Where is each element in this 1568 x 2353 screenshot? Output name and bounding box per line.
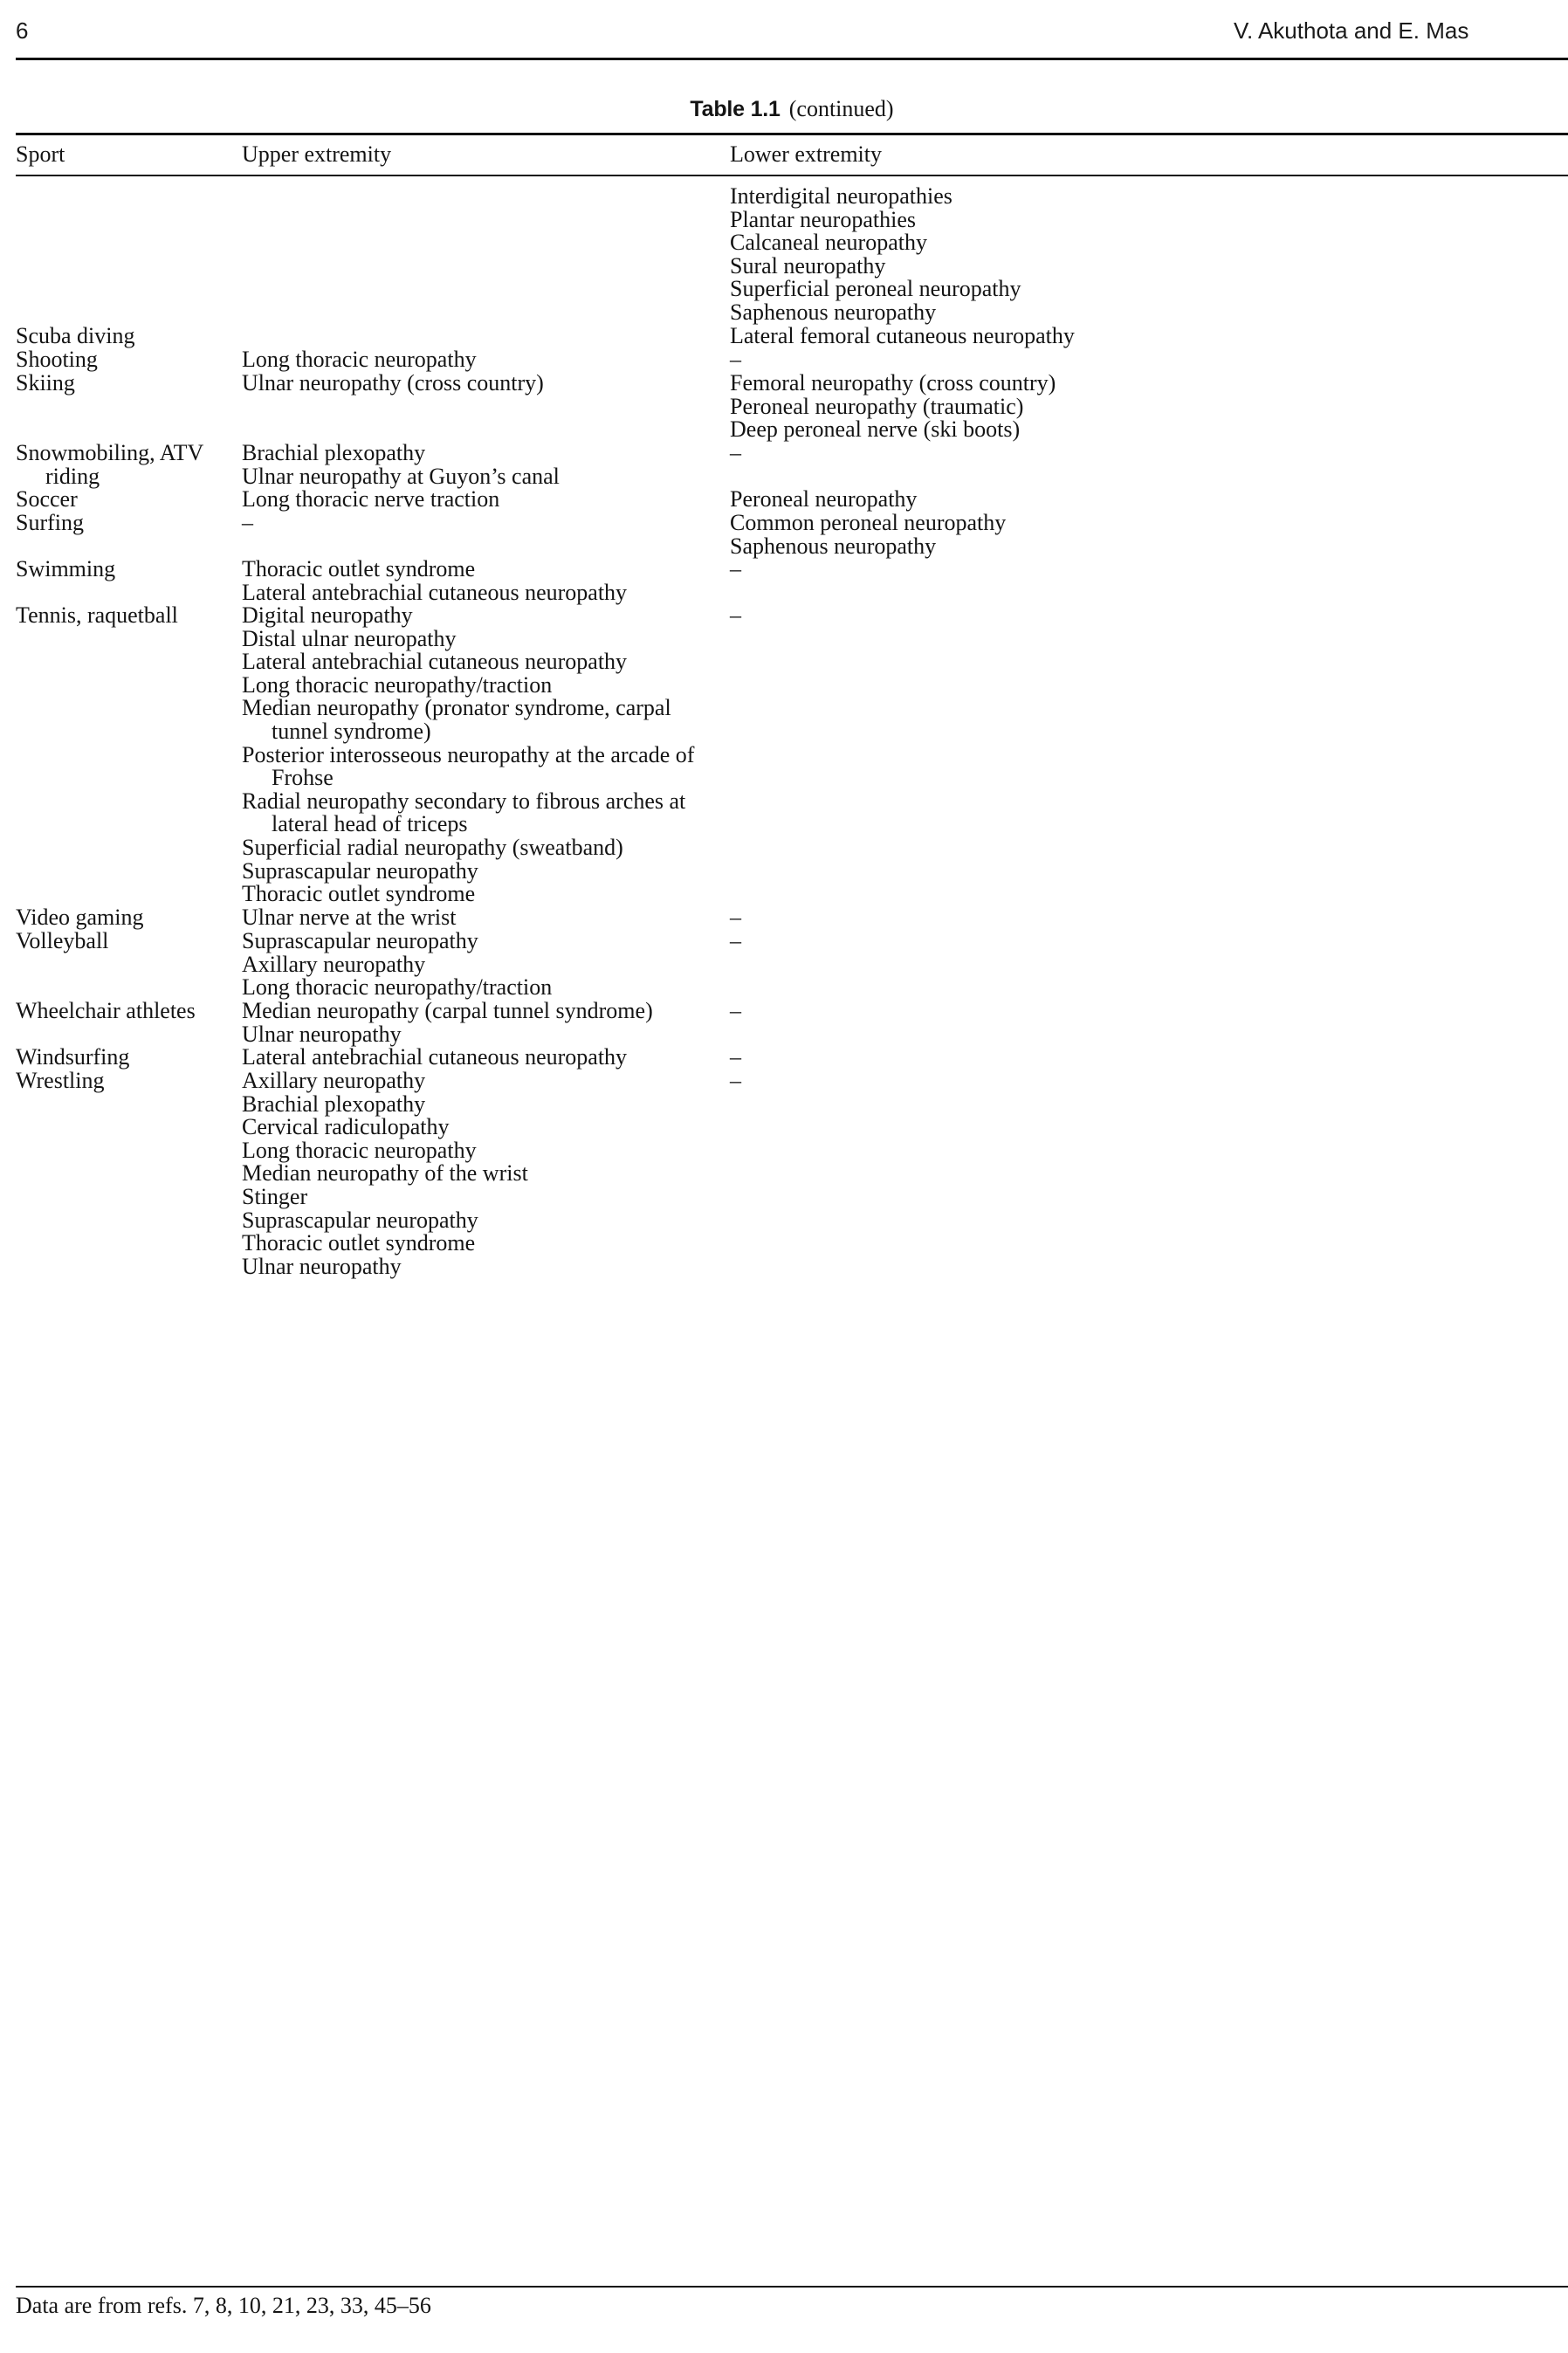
upper-extremity-entry: Lateral antebrachial cutaneous neuropathy: [242, 579, 628, 605]
empty-dash: –: [730, 602, 741, 628]
table-row: [0, 1000, 1568, 1046]
upper-extremity-entry: Median neuropathy (pronator syndrome, carpal tunnel syndrome): [242, 695, 671, 744]
cell-upper-extremity: [242, 930, 724, 1000]
table-row: [0, 442, 1568, 488]
table-row: [0, 372, 1568, 442]
lower-extremity-entry: Interdigital neuropathies: [730, 183, 952, 209]
table-row: [0, 185, 1568, 325]
upper-extremity-entry: Ulnar neuropathy: [242, 1253, 402, 1279]
cell-lower-extremity: [730, 183, 1021, 325]
cell-sport: [16, 512, 234, 535]
upper-extremity-entry: Distal ulnar neuropathy: [242, 625, 457, 651]
upper-extremity-entry: Median neuropathy (carpal tunnel syndrome): [242, 998, 653, 1023]
upper-extremity-entry: Ulnar neuropathy (cross country): [242, 370, 544, 396]
cell-upper-extremity: [242, 348, 724, 372]
column-header-lower-extremity: Lower extremity: [730, 141, 882, 167]
cell-sport: [16, 930, 234, 953]
upper-extremity-entry: Ulnar neuropathy: [242, 1021, 402, 1047]
sport-name: Windsurfing: [16, 1044, 130, 1070]
table-header-row: [0, 140, 1568, 175]
cell-sport: [16, 442, 234, 488]
empty-dash: –: [730, 998, 741, 1023]
upper-extremity-entry: Suprascapular neuropathy: [242, 857, 478, 884]
upper-extremity-entry: Thoracic outlet syndrome: [242, 556, 476, 581]
cell-lower-extremity: [730, 370, 1056, 443]
table-rule-top: [16, 133, 1568, 135]
upper-extremity-entry: Median neuropathy of the wrist: [242, 1160, 528, 1187]
cell-upper-extremity: [242, 512, 724, 535]
cell-sport: [16, 488, 234, 512]
table-body: [0, 185, 1568, 2353]
cell-upper-extremity: [242, 442, 724, 488]
table-row: [0, 512, 1568, 558]
table-row: [0, 604, 1568, 906]
cell-upper-extremity: [242, 604, 724, 906]
upper-extremity-entry: Lateral antebrachial cutaneous neuropathy: [242, 1044, 628, 1070]
column-header-upper-extremity: Upper extremity: [242, 141, 392, 167]
upper-extremity-entry: Digital neuropathy: [242, 602, 413, 628]
empty-dash: –: [730, 556, 741, 581]
upper-extremity-entry: Axillary neuropathy: [242, 951, 426, 977]
cell-upper-extremity: [242, 1000, 724, 1046]
upper-extremity-entry: Brachial plexopathy: [242, 440, 426, 465]
lower-extremity-entry: Calcaneal neuropathy: [730, 230, 927, 256]
table-row: [0, 348, 1568, 372]
sport-name: Skiing: [16, 370, 75, 396]
table-row: [0, 558, 1568, 604]
table-caption-continued: (continued): [788, 96, 894, 121]
sport-name: Soccer: [16, 486, 78, 512]
lower-extremity-entry: Saphenous neuropathy: [730, 299, 937, 325]
lower-extremity-entry: Peroneal neuropathy: [730, 486, 918, 512]
upper-extremity-entry: Stinger: [242, 1183, 308, 1209]
upper-extremity-entry: Cervical radiculopathy: [242, 1114, 450, 1140]
empty-dash: –: [730, 1044, 741, 1070]
cell-lower-extremity: [730, 558, 1018, 581]
upper-extremity-entry: Radial neuropathy secondary to fibrous arches at lateral head of triceps: [242, 788, 686, 837]
sport-name: Shooting: [16, 347, 98, 372]
upper-extremity-entry: Thoracic outlet syndrome: [242, 881, 476, 907]
sport-name: Scuba diving: [16, 323, 135, 348]
sport-name: Swimming: [16, 556, 116, 581]
table-caption-label: Table 1.1: [690, 97, 781, 121]
lower-extremity-entry: Lateral femoral cutaneous neuropathy: [730, 323, 1075, 348]
sport-name: Wheelchair athletes: [16, 998, 196, 1023]
cell-lower-extremity: [730, 1046, 1018, 1070]
upper-extremity-entry: Lateral antebrachial cutaneous neuropathy: [242, 649, 628, 675]
cell-sport: [16, 1046, 234, 1070]
table-source-note: Data are from refs. 7, 8, 10, 21, 23, 33, 45–56: [16, 2293, 431, 2318]
sport-name: Video gaming: [16, 905, 144, 930]
cell-sport: [16, 348, 234, 372]
lower-extremity-entry: Peroneal neuropathy (traumatic): [730, 393, 1024, 419]
sport-name: Volleyball: [16, 928, 109, 953]
running-head: [16, 16, 1568, 52]
upper-extremity-entry: Long thoracic neuropathy/traction: [242, 974, 553, 1001]
table-row: [0, 906, 1568, 930]
cell-lower-extremity: [730, 906, 1018, 930]
lower-extremity-entry: Plantar neuropathies: [730, 206, 916, 232]
sport-name: Tennis, raquetball: [16, 602, 178, 628]
upper-extremity-entry: Ulnar nerve at the wrist: [242, 905, 457, 930]
upper-extremity-entry: Long thoracic neuropathy: [242, 347, 477, 372]
cell-upper-extremity: [242, 372, 724, 396]
upper-extremity-entry: Posterior interosseous neuropathy at the arcade of Frohse: [242, 741, 695, 791]
cell-lower-extremity: [730, 512, 1018, 558]
cell-sport: [16, 906, 234, 930]
upper-extremity-entry: Long thoracic nerve traction: [242, 486, 500, 512]
table-rule-header: [16, 175, 1568, 176]
cell-upper-extremity: [242, 1070, 724, 1278]
cell-upper-extremity: [242, 1046, 724, 1070]
cell-lower-extremity: [730, 604, 1018, 628]
empty-dash: –: [730, 1068, 741, 1093]
cell-sport: [16, 372, 234, 396]
upper-extremity-entry: Suprascapular neuropathy: [242, 1207, 478, 1233]
table-row: [0, 488, 1568, 512]
lower-extremity-entry: Deep peroneal nerve (ski boots): [730, 416, 1021, 443]
sport-name: Surfing: [16, 510, 84, 535]
sport-name: Wrestling: [16, 1068, 105, 1093]
empty-dash: –: [730, 905, 741, 930]
cell-upper-extremity: [242, 558, 724, 604]
upper-extremity-entry: Brachial plexopathy: [242, 1090, 426, 1117]
upper-extremity-entry: Superficial radial neuropathy (sweatband): [242, 834, 623, 860]
empty-dash: –: [242, 510, 253, 535]
upper-extremity-entry: Axillary neuropathy: [242, 1068, 426, 1093]
cell-sport: [16, 604, 234, 628]
lower-extremity-entry: Sural neuropathy: [730, 252, 886, 279]
cell-lower-extremity: [730, 930, 1018, 953]
cell-upper-extremity: [242, 906, 724, 930]
cell-sport: [16, 558, 234, 581]
cell-sport: [16, 1000, 234, 1023]
cell-upper-extremity: [242, 488, 724, 512]
table-row: [0, 325, 1568, 348]
sport-name: Snowmobiling, ATV riding: [16, 440, 203, 489]
cell-lower-extremity: [730, 488, 1018, 512]
upper-extremity-entry: Thoracic outlet syndrome: [242, 1230, 476, 1256]
cell-lower-extremity: [730, 323, 1075, 348]
table-row: [0, 1046, 1568, 1070]
running-head-authors: V. Akuthota and E. Mas: [1234, 17, 1469, 44]
empty-dash: –: [730, 440, 741, 465]
cell-lower-extremity: [730, 348, 1018, 372]
cell-sport: [16, 325, 234, 348]
cell-lower-extremity: [730, 1070, 1018, 1093]
column-header-sport: Sport: [16, 141, 65, 167]
cell-lower-extremity: [730, 1000, 1018, 1023]
table-rule-bottom: [16, 2286, 1568, 2288]
lower-extremity-entry: Femoral neuropathy (cross country): [730, 370, 1056, 396]
lower-extremity-entry: Saphenous neuropathy: [730, 533, 937, 559]
table-caption: [16, 94, 1568, 124]
empty-dash: –: [730, 928, 741, 953]
cell-sport: [16, 1070, 234, 1093]
upper-extremity-entry: Suprascapular neuropathy: [242, 928, 478, 953]
empty-dash: –: [730, 347, 741, 372]
page-number: 6: [16, 17, 29, 44]
upper-extremity-entry: Ulnar neuropathy at Guyon’s canal: [242, 463, 560, 489]
lower-extremity-entry: Superficial peroneal neuropathy: [730, 276, 1021, 302]
table-row: [0, 930, 1568, 1000]
upper-extremity-entry: Long thoracic neuropathy: [242, 1137, 477, 1163]
running-head-rule: [16, 58, 1568, 60]
table-row: [0, 1070, 1568, 1278]
lower-extremity-entry: Common peroneal neuropathy: [730, 510, 1007, 535]
upper-extremity-entry: Long thoracic neuropathy/traction: [242, 671, 553, 698]
cell-lower-extremity: [730, 442, 1018, 465]
